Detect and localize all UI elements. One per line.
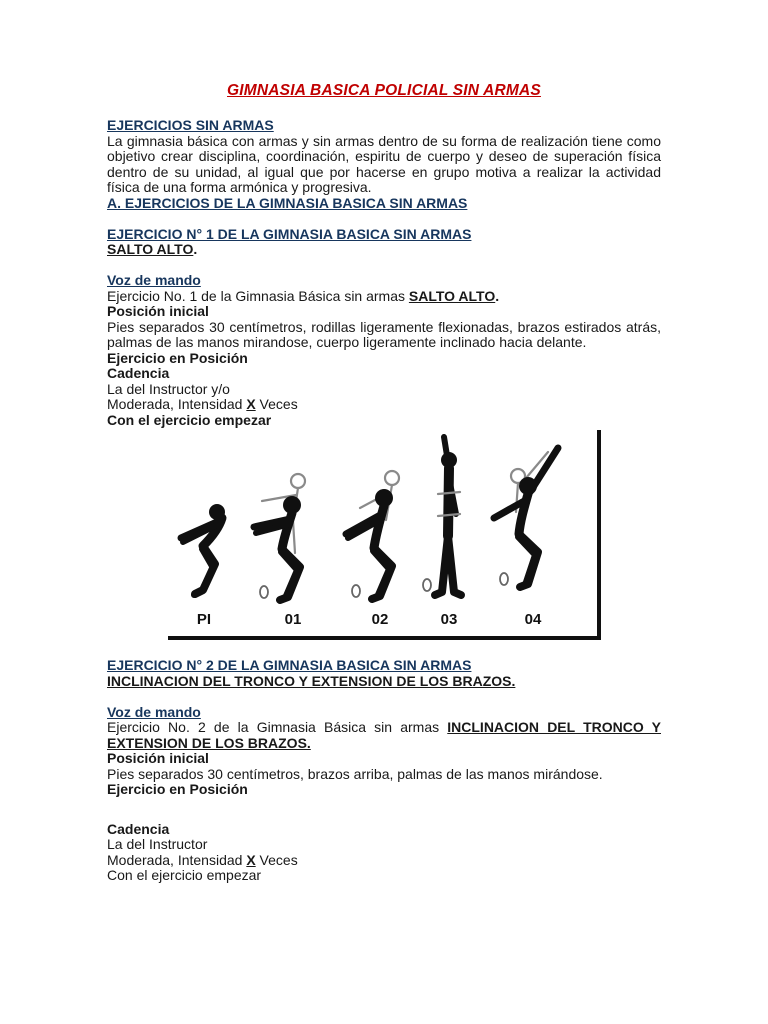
exercise1-voz-de-mando-text — [107, 289, 661, 305]
exercise2-posicion-inicial-label: Posición inicial — [107, 750, 209, 766]
voz-text-suffix: . — [495, 287, 500, 304]
exercise1-empezar-label: Con el ejercicio empezar — [107, 411, 272, 428]
figure-column-pi — [165, 498, 243, 628]
figure-label-04: 04 — [524, 611, 542, 628]
spacer — [107, 798, 661, 822]
intro-heading: EJERCICIOS SIN ARMAS — [107, 117, 274, 133]
exercise2-posicion-inicial-text: Pies separados 30 centímetros, brazos arriba, palmas de las manos mirándose. — [107, 765, 603, 782]
exercise1-heading: EJERCICIO N° 1 DE LA GIMNASIA BASICA SIN ARMAS — [107, 225, 472, 242]
figure-label-02: 02 — [371, 611, 389, 628]
figure-pose-04-icon — [490, 442, 576, 604]
cadencia-suffix: Veces — [255, 851, 298, 868]
exercise1-name-line — [107, 242, 661, 258]
exercise1-name: SALTO ALTO — [107, 241, 194, 257]
spacer — [107, 258, 661, 274]
exercise2-cadencia-line1: La del Instructor — [107, 836, 208, 852]
exercise1-posicion-inicial-text: Pies separados 30 centímetros, rodillas ligeramente flexionadas, brazos estirados atrás, palmas de las manos mirandose, cuerpo ligeramente inclinado hacia delante. — [107, 318, 661, 350]
figure-pose-pi-icon — [169, 498, 239, 604]
figure-column-01 — [250, 471, 336, 628]
figure-pose-01-icon — [250, 471, 336, 604]
spacer — [107, 689, 661, 705]
exercise2-ejercicio-en-posicion-label: Ejercicio en Posición — [107, 781, 248, 797]
exercise1-cadencia-line1: La del Instructor y/o — [107, 380, 230, 397]
voz-text-prefix: Ejercicio No. 2 de la Gimnasia Básica sin armas — [107, 719, 448, 735]
cadencia-x-value: X — [246, 851, 256, 868]
document-title: GIMNASIA BASICA POLICIAL SIN ARMAS — [227, 82, 541, 99]
exercise1-illustration — [168, 430, 601, 640]
intro-paragraph: La gimnasia básica con armas y sin armas dentro de su forma de realización tiene como objetivo crear disciplina, coordinación, espiritu de cuerpo y deseo de superación física dentro de su unidad, al igual que por hacerse en grupo motiva a realizar la actividad física de una forma armónica y progresiva. — [107, 132, 661, 195]
exercise2-name: INCLINACION DEL TRONCO Y EXTENSION DE LOS BRAZOS. — [107, 672, 516, 689]
exercise2-voz-de-mando-text — [107, 720, 661, 751]
figure-pose-02-icon — [340, 468, 420, 604]
figure-pose-03-icon — [411, 434, 487, 604]
figure-label-01: 01 — [284, 611, 302, 628]
intro-subheading: A. EJERCICIOS DE LA GIMNASIA BASICA SIN ARMAS — [107, 194, 468, 211]
exercise1-cadencia-line2 — [107, 397, 661, 413]
exercise2-empezar-label: Con el ejercicio empezar — [107, 867, 262, 883]
figure-column-02 — [340, 468, 420, 628]
exercise1-name-period: . — [193, 241, 198, 257]
exercise2-cadencia-line2 — [107, 853, 661, 869]
exercise2-name-line — [107, 674, 661, 690]
voz-text-prefix: Ejercicio No. 1 de la Gimnasia Básica sin armas — [107, 287, 409, 304]
cadencia-x-value: X — [246, 396, 256, 412]
voz-text-bold: SALTO ALTO — [408, 287, 496, 304]
spacer — [107, 640, 661, 658]
cadencia-prefix: Moderada, Intensidad — [107, 396, 247, 412]
figure-column-03 — [411, 434, 487, 628]
exercise1-posicion-inicial-label: Posición inicial — [107, 303, 209, 319]
figure-label-03: 03 — [440, 611, 458, 628]
document-body — [107, 118, 661, 884]
exercise1-ejercicio-en-posicion-label: Ejercicio en Posición — [107, 349, 248, 366]
figure-column-04 — [490, 442, 576, 628]
voz-text-bold: INCLINACION DEL TRONCO Y EXTENSION DE LOS BRAZOS. — [107, 719, 661, 751]
spacer — [107, 211, 661, 227]
exercise1-voz-de-mando-label: Voz de mando — [107, 272, 201, 288]
exercise2-cadencia-label: Cadencia — [107, 820, 170, 837]
exercise1-cadencia-label: Cadencia — [107, 365, 170, 381]
cadencia-suffix: Veces — [255, 396, 298, 412]
exercise2-voz-de-mando-label: Voz de mando — [107, 703, 201, 720]
exercise2-heading: EJERCICIO N° 2 DE LA GIMNASIA BASICA SIN ARMAS — [107, 657, 472, 673]
figure-label-pi: PI — [196, 611, 212, 628]
cadencia-prefix: Moderada, Intensidad — [107, 851, 247, 868]
